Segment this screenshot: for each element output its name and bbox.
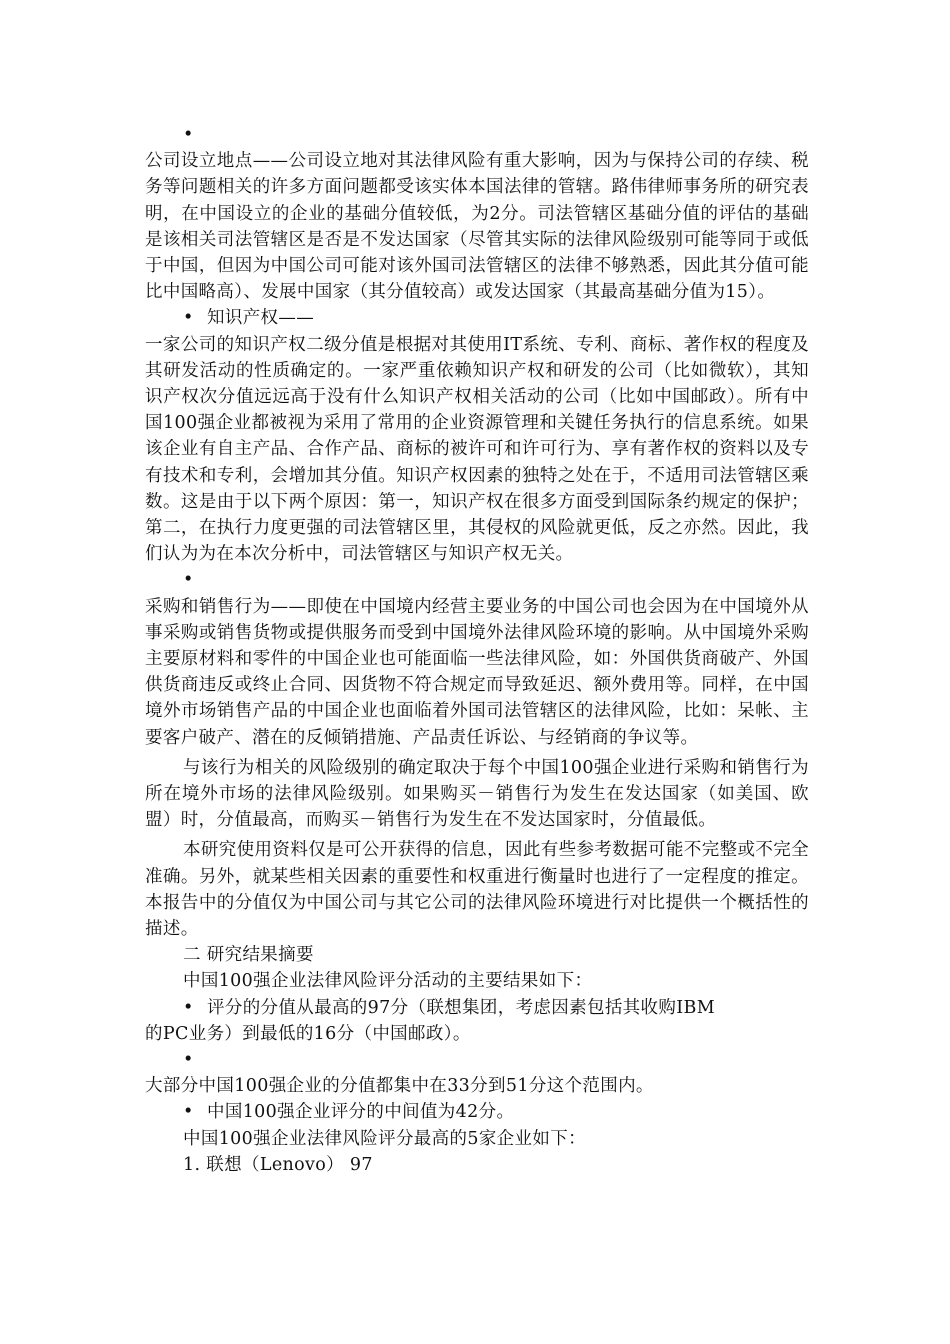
- bullet-dot: •: [183, 125, 194, 145]
- company-location-paragraph: 公司设立地点——公司设立地对其法律风险有重大影响，因为与保持公司的存续、税务等问题相关的许多方面问题都受该实体本国法律的管辖。路伟律师事务所的研究表明，在中国设立的企业的基础分值较低，为2分。司法管辖区基础分值的评估的基础是该相关司法管辖区是否是不发达国家（尽管其实际的法律风险级别可能等同于或低于中国，但因为中国公司可能对该外国司法管辖区的法律不够熟悉，因此其分值可能比中国略高）、发展中国家（其分值较高）或发达国家（其最高基础分值为15）。: [145, 151, 809, 303]
- risk-level-paragraph: 与该行为相关的风险级别的确定取决于每个中国100强企业进行采购和销售行为所在境外市场的法律风险级别。如果购买－销售行为发生在发达国家（如美国、欧盟）时，分值最高，而购买－销售行为发生在不发达国家时，分值最低。: [145, 757, 809, 831]
- bullet-dot: •: [183, 1050, 194, 1071]
- bullet-result3: [145, 1099, 809, 1125]
- result1-line2: 的PC业务）到最低的16分（中国邮政）。: [145, 1023, 471, 1044]
- result3-text: 中国100强企业评分的中间值为42分。: [207, 1102, 515, 1123]
- bullet-ip: [145, 305, 809, 331]
- procurement-paragraph: 采购和销售行为——即使在中国境内经营主要业务的中国公司也会因为在中国境外从事采购或销售货物或提供服务而受到中国境外法律风险环境的影响。从中国境外采购主要原材料和零件的中国企业也可能面临一些法律风险，如：外国供货商破产、外国供货商违反或终止合同、因货物不符合规定而导致延迟、额外费用等。同样，在中国境外市场销售产品的中国企业也面临着外国司法管辖区的法律风险，比如：呆帐、主要客户破产、潜在的反倾销措施、产品责任诉讼、与经销商的争议等。: [145, 596, 809, 748]
- ip-paragraph: 一家公司的知识产权二级分值是根据对其使用IT系统、专利、商标、著作权的程度及其研发活动的性质确定的。一家严重依赖知识产权和研发的公司（比如微软），其知识产权次分值远远高于没有什么知识产权相关活动的公司（比如中国邮政）。所有中国100强企业都被视为采用了常用的企业资源管理和关键任务执行的信息系统。如果该企业有自主产品、合作产品、商标的被许可和许可行为、享有著作权的资料以及专有技术和专利，会增加其分值。知识产权因素的独特之处在于，不适用司法管辖区乘数。这是由于以下两个原因：第一，知识产权在很多方面受到国际条约规定的保护；第二，在执行力度更强的司法管辖区里，其侵权的风险就更低，反之亦然。因此，我们认为为在本次分析中，司法管辖区与知识产权无关。: [145, 334, 809, 565]
- bullet-result2: [145, 1047, 809, 1073]
- bullet-dot: •: [183, 308, 194, 329]
- ip-heading: 知识产权——: [207, 308, 315, 329]
- document-body: [145, 122, 809, 1178]
- bullet-dot: •: [183, 570, 194, 591]
- bullet-result1: [145, 995, 809, 1021]
- bullet-procurement: [145, 567, 809, 593]
- result1-line1: 评分的分值从最高的97分（联想集团，考虑因素包括其收购IBM: [207, 997, 715, 1018]
- bullet-dot: •: [183, 1102, 194, 1123]
- study-scope-paragraph: 本研究使用资料仅是可公开获得的信息，因此有些参考数据可能不完整或不完全准确。另外，就某些相关因素的重要性和权重进行衡量时也进行了一定程度的推定。本报告中的分值仅为中国公司与其它公司的法律风险环境进行对比提供一个概括性的描述。: [145, 840, 809, 940]
- section2-heading: 二 研究结果摘要: [183, 945, 314, 966]
- results-intro: 中国100强企业法律风险评分活动的主要结果如下：: [183, 971, 593, 992]
- bullet-dot: •: [183, 997, 194, 1018]
- top5-item-1: 1. 联想（Lenovo） 97: [183, 1154, 373, 1175]
- result2-text: 大部分中国100强企业的分值都集中在33分到51分这个范围内。: [145, 1076, 654, 1097]
- bullet-company-location: [145, 122, 809, 148]
- top5-intro: 中国100强企业法律风险评分最高的5家企业如下：: [183, 1128, 586, 1149]
